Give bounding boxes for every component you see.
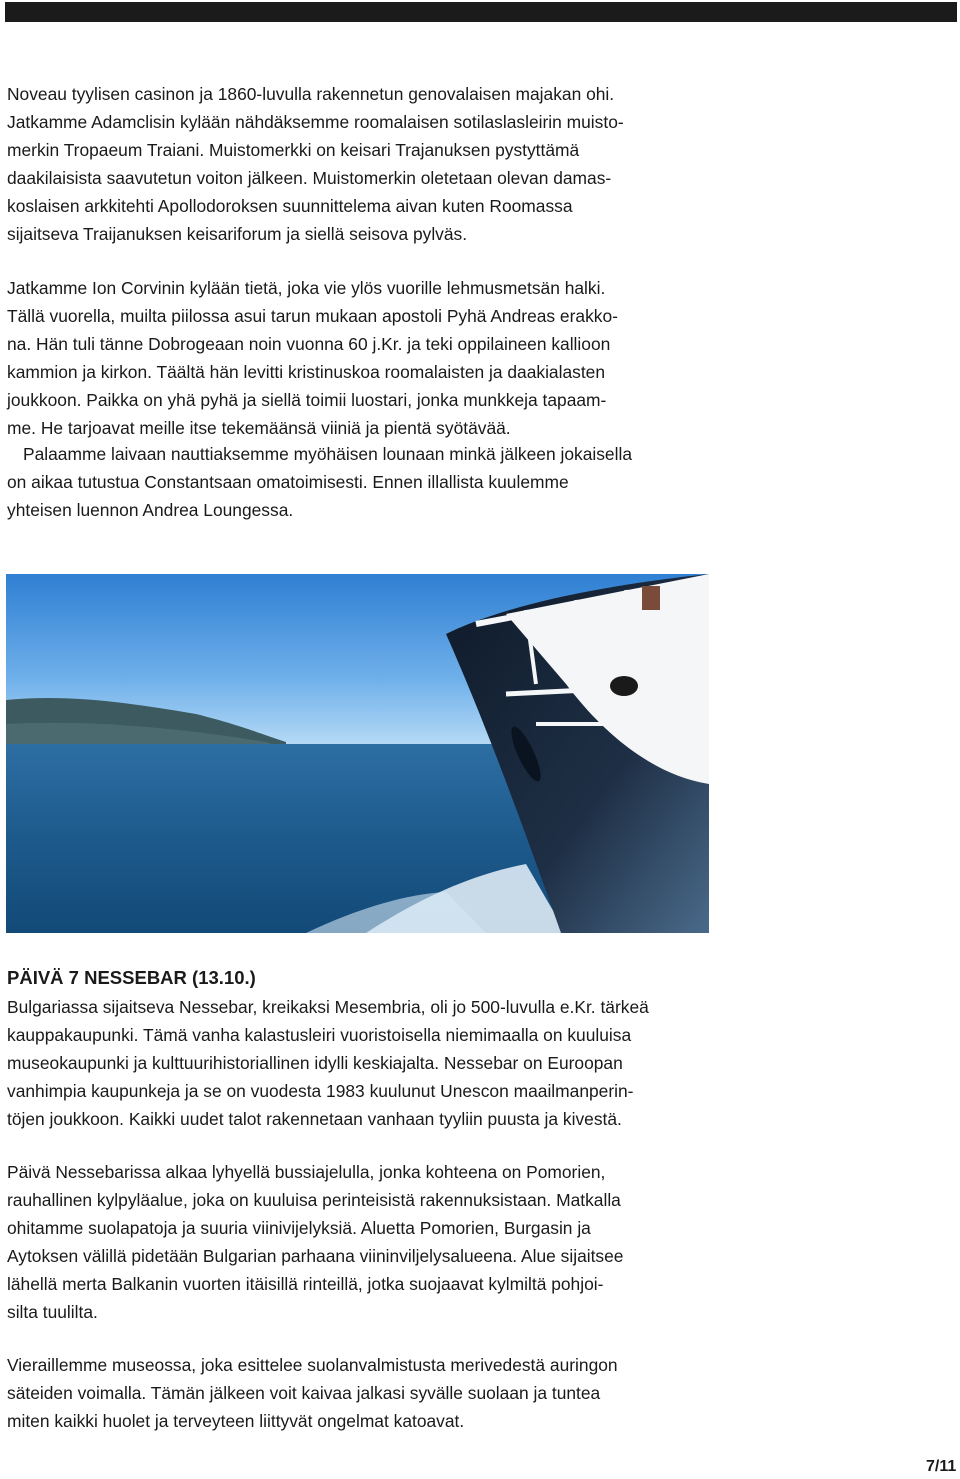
- text-line: Aytoksen välillä pidetään Bulgarian parhaana viininviljelysalueena. Alue sijaitsee: [7, 1246, 624, 1266]
- text-line: silta tuulilta.: [7, 1302, 98, 1322]
- header-bar: [5, 2, 957, 22]
- text-line: on aikaa tutustua Constantsaan omatoimisesti. Ennen illallista kuulemme: [7, 472, 569, 492]
- text-line: na. Hän tuli tänne Dobrogeaan noin vuonna 60 j.Kr. ja teki oppilaineen kallioon: [7, 334, 611, 354]
- museum-paragraph: [7, 1351, 618, 1435]
- text-line: Jatkamme Adamclisin kylään nähdäksemme roomalaisen sotilaslasleirin muisto-: [7, 112, 624, 132]
- text-line: sijaitseva Traijanuksen keisariforum ja siellä seisova pylväs.: [7, 224, 468, 244]
- text-line: kammion ja kirkon. Täältä hän levitti kristinuskoa roomalaisten ja daakialasten: [7, 362, 606, 382]
- day7-heading: PÄIVÄ 7 NESSEBAR (13.10.): [7, 967, 256, 988]
- text-line: koslaisen arkkitehti Apollodoroksen suunnittelema aivan kuten Roomassa: [7, 196, 573, 216]
- text-line: daakilaisista saavutetun voiton jälkeen. Muistomerkin oletetaan olevan damas-: [7, 168, 612, 188]
- nessebar-intro-paragraph: [7, 993, 649, 1133]
- text-line: me. He tarjoavat meille itse tekemäänsä viiniä ja pientä syötävää.: [7, 418, 511, 438]
- text-line: merkin Tropaeum Traiani. Muistomerkki on keisari Trajanuksen pystyttämä: [7, 140, 580, 160]
- pomorie-paragraph: [7, 1158, 623, 1326]
- text-line: Vieraillemme museossa, joka esittelee suolanvalmistusta merivedestä auringon: [7, 1355, 618, 1375]
- ship-bow-photo: [6, 574, 709, 933]
- text-line: ohitamme suolapatoja ja suuria viinivijelyksiä. Aluetta Pomorien, Burgasin ja: [7, 1218, 591, 1238]
- text-line: museokaupunki ja kulttuurihistoriallinen idylli keskiajalta. Nessebar on Euroopan: [7, 1053, 623, 1073]
- text-line: Päivä Nessebarissa alkaa lyhyellä bussiajelulla, jonka kohteena on Pomorien,: [7, 1162, 606, 1182]
- text-line: Noveau tyylisen casinon ja 1860-luvulla rakennetun genovalaisen majakan ohi.: [7, 84, 615, 104]
- ship-return-paragraph: [7, 440, 632, 524]
- text-line: säteiden voimalla. Tämän jälkeen voit kaivaa jalkasi syvälle suolaan ja tuntea: [7, 1383, 601, 1403]
- text-line: yhteisen luennon Andrea Loungessa.: [7, 500, 294, 520]
- page-number: 7/11: [926, 1458, 957, 1475]
- text-line: kauppakaupunki. Tämä vanha kalastusleiri vuoristoisella niemimaalla on kuuluisa: [7, 1025, 632, 1045]
- text-line: Tällä vuorella, muilta piilossa asui tarun mukaan apostoli Pyhä Andreas erakko-: [7, 306, 618, 326]
- text-line: töjen joukkoon. Kaikki uudet talot rakennetaan vanhaan tyyliin puusta ja kivestä.: [7, 1109, 622, 1129]
- corvin-paragraph: [7, 274, 618, 442]
- intro-paragraph: [7, 80, 624, 248]
- text-line: Jatkamme Ion Corvinin kylään tietä, joka vie ylös vuorille lehmusmetsän halki.: [7, 278, 606, 298]
- text-line: rauhallinen kylpyläalue, joka on kuuluisa perinteisistä rakennuksistaan. Matkalla: [7, 1190, 621, 1210]
- text-line: lähellä merta Balkanin vuorten itäisillä rinteillä, jotka suojaavat kylmiltä pohjoi-: [7, 1274, 604, 1294]
- text-line: vanhimpia kaupunkeja ja se on vuodesta 1983 kuulunut Unescon maailmanperin-: [7, 1081, 634, 1101]
- text-line: Bulgariassa sijaitseva Nessebar, kreikaksi Mesembria, oli jo 500-luvulla e.Kr. tärkeä: [7, 997, 649, 1017]
- text-line: Palaamme laivaan nauttiaksemme myöhäisen lounaan minkä jälkeen jokaisella: [23, 444, 633, 464]
- text-line: joukkoon. Paikka on yhä pyhä ja siellä toimii luostari, jonka munkkeja tapaam-: [7, 390, 607, 410]
- text-line: miten kaikki huolet ja terveyteen liittyvät ongelmat katoavat.: [7, 1411, 465, 1431]
